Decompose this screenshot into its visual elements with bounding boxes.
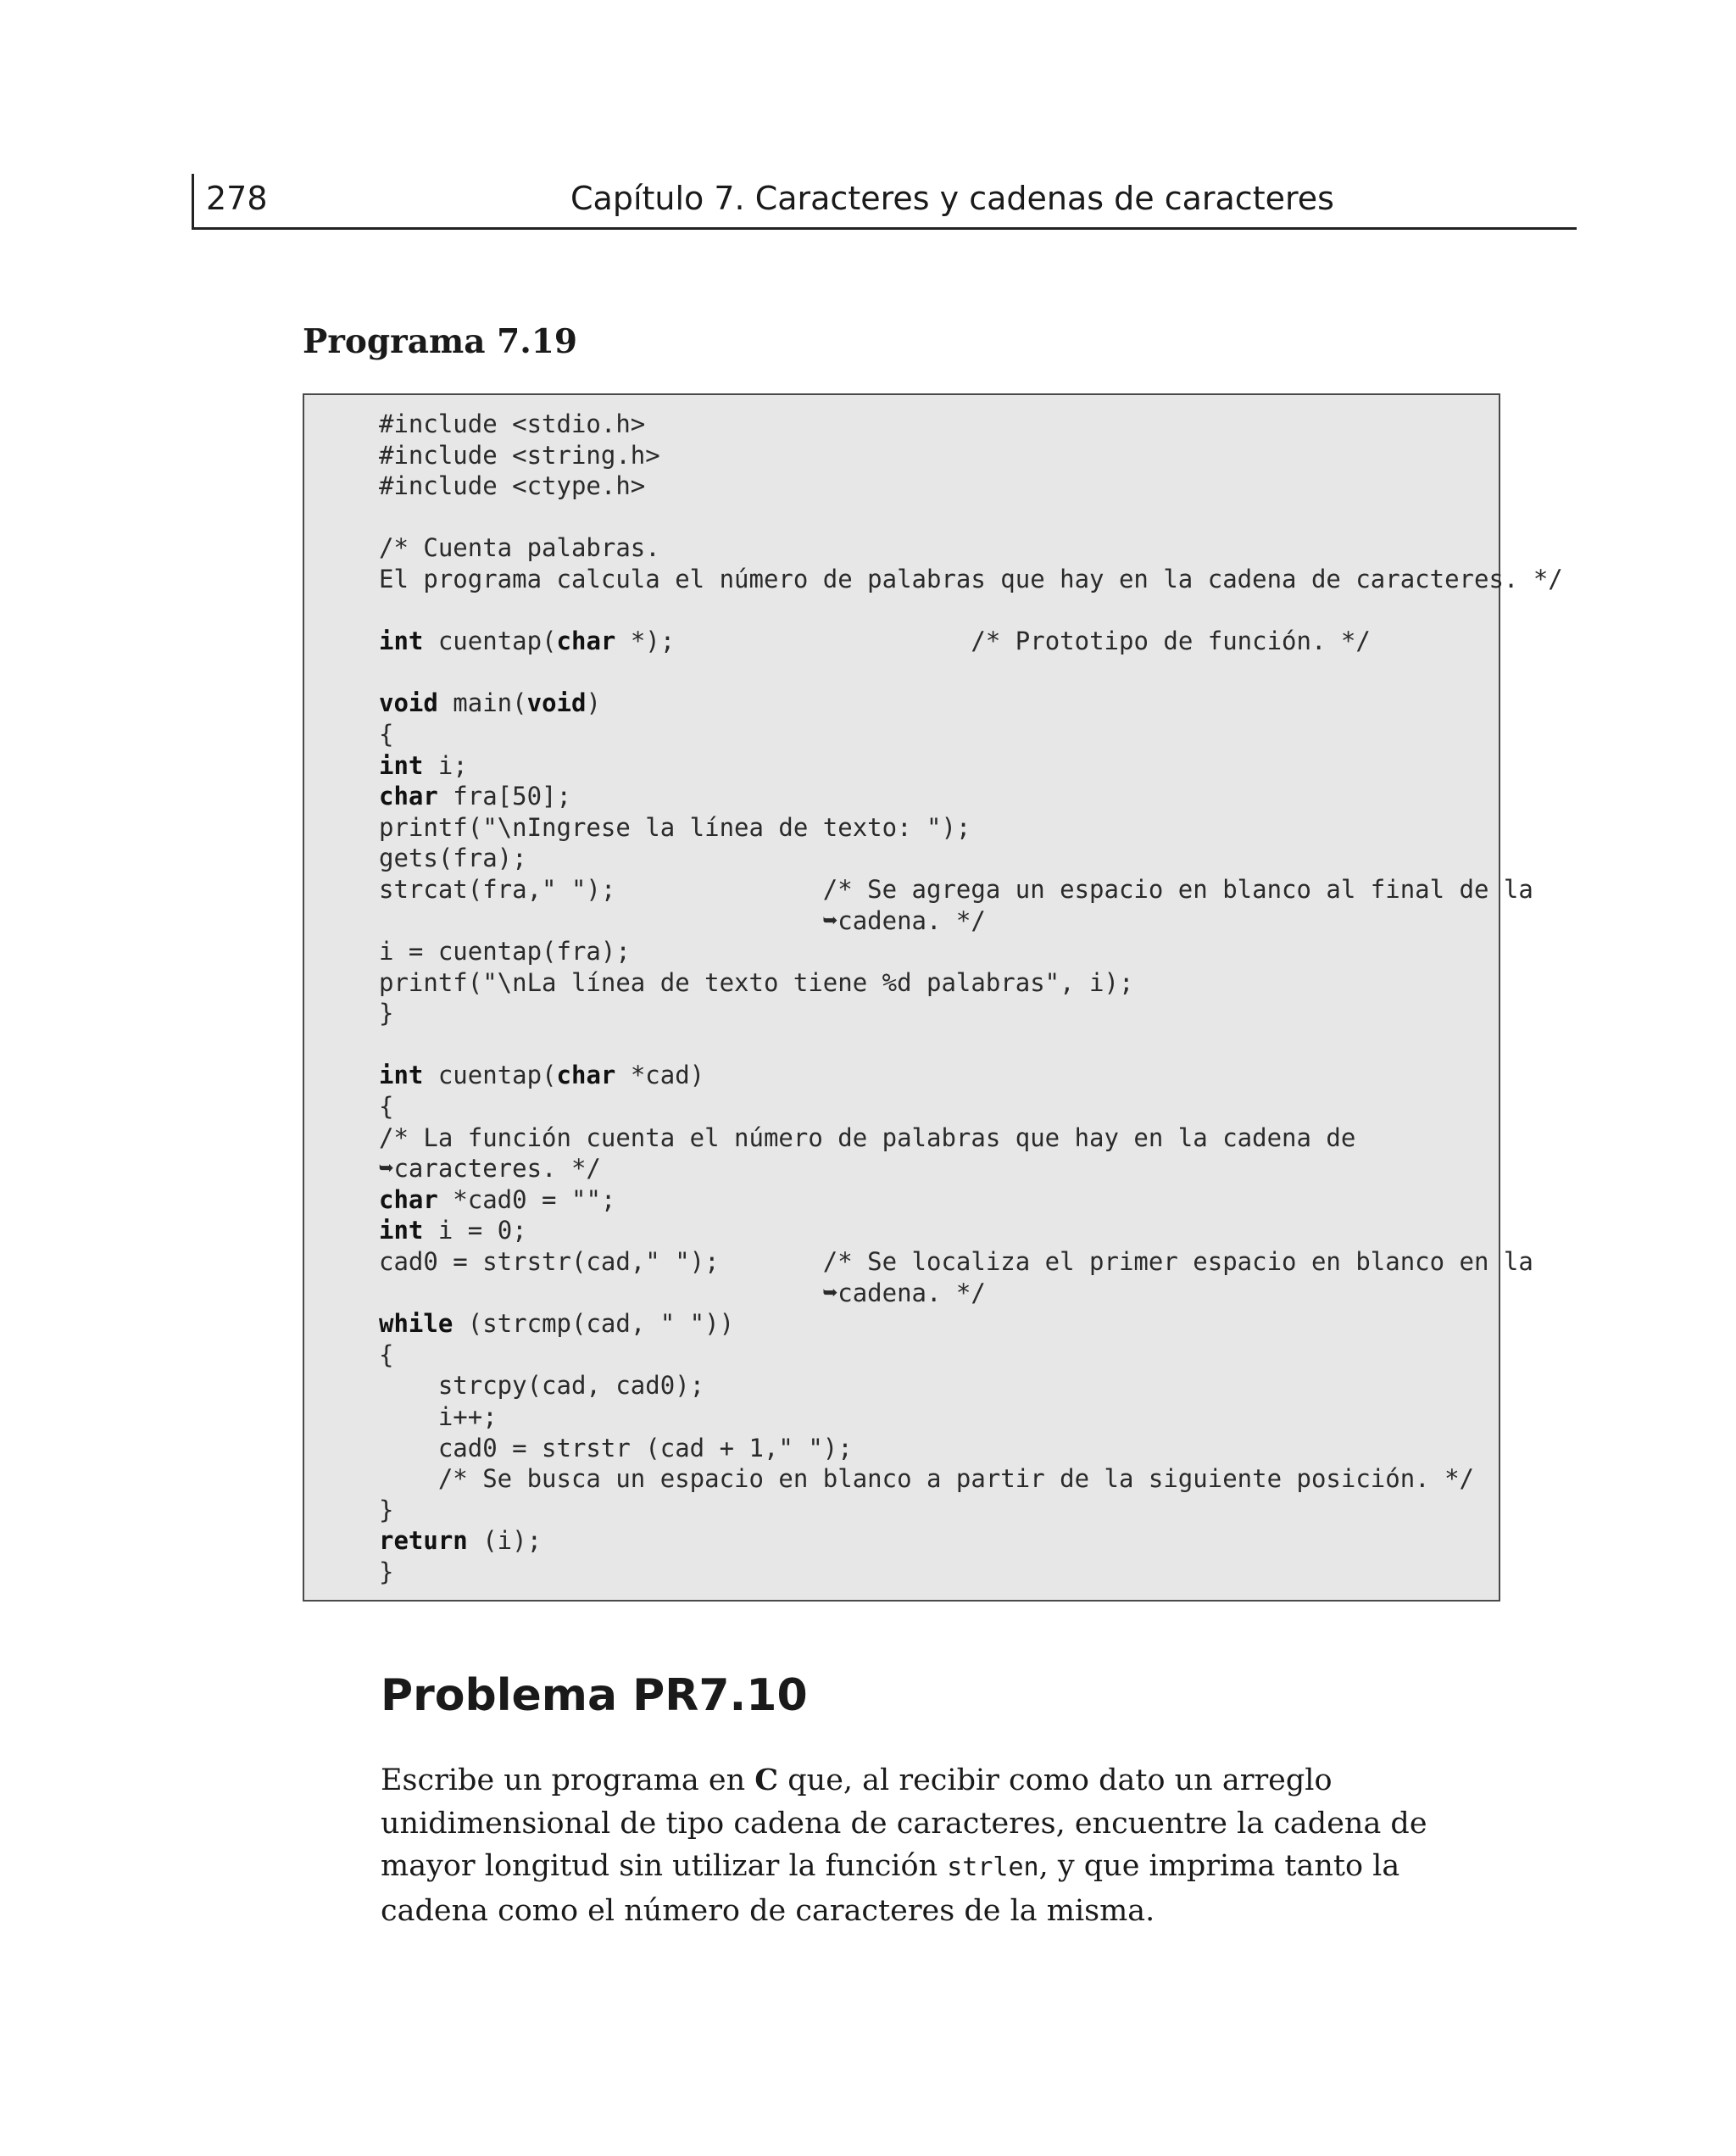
code-line <box>379 1060 1563 1091</box>
inline-code-strlen: strlen <box>947 1852 1039 1882</box>
code-line <box>379 750 1563 782</box>
code-text: printf("\nIngrese la línea de texto: "); <box>379 812 971 842</box>
code-line <box>379 843 1563 874</box>
code-line <box>379 967 1563 999</box>
code-text: #include <string.h> <box>379 440 660 470</box>
code-line <box>379 874 1563 905</box>
code-text: *); /* Prototipo de función. */ <box>615 627 1371 656</box>
code-line <box>379 1525 1563 1557</box>
code-keyword: int <box>379 1216 424 1245</box>
code-text: { <box>379 719 394 749</box>
code-text: } <box>379 999 394 1028</box>
code-text: main( <box>437 688 527 718</box>
code-keyword: char <box>379 782 438 811</box>
code-text: El programa calcula el número de palabras que hay en la cadena de caracteres. */ <box>379 564 1563 593</box>
code-text: { <box>379 1092 394 1122</box>
code-line <box>379 595 1563 627</box>
code-line <box>379 626 1563 657</box>
code-line <box>379 1029 1563 1061</box>
problem-text-2: que, al recibir como dato un arreglo unidimensional de tipo cadena de caracteres, encuentre la cadena de mayor longitud sin utilizar la función <box>381 1763 1427 1883</box>
code-text: i = cuentap(fra); <box>379 937 631 967</box>
code-text: printf("\nLa línea de texto tiene %d palabras", i); <box>379 967 1134 997</box>
code-text: strcpy(cad, cad0); <box>379 1371 705 1401</box>
language-name: C <box>754 1763 779 1797</box>
code-line <box>379 1340 1563 1371</box>
code-text: ➥cadena. */ <box>379 905 986 935</box>
code-line <box>379 564 1563 595</box>
code-line <box>379 1184 1563 1216</box>
code-line <box>379 719 1563 750</box>
code-line <box>379 688 1563 719</box>
code-keyword: void <box>379 688 438 718</box>
code-line <box>379 1495 1563 1526</box>
code-text: cad0 = strstr(cad," "); /* Se localiza el primer espacio en blanco en la <box>379 1247 1533 1277</box>
problem-statement <box>381 1759 1474 1932</box>
code-line <box>379 936 1563 967</box>
code-keyword: int <box>379 750 424 780</box>
code-line <box>379 1401 1563 1433</box>
code-text: i; <box>423 750 468 780</box>
code-keyword: char <box>379 1184 438 1214</box>
page-header <box>192 174 1577 230</box>
code-line <box>379 1246 1563 1278</box>
code-line <box>379 532 1563 564</box>
code-listing <box>303 393 1563 1602</box>
code-line <box>379 1215 1563 1246</box>
problem-text-3: , y que imprima tanto la cadena como el número de caracteres de la misma. <box>381 1849 1400 1928</box>
problem-title: Problema PR7.10 <box>381 1670 808 1721</box>
chapter-title: Capítulo 7. Caracteres y cadenas de caracteres <box>570 180 1334 217</box>
code-text: fra[50]; <box>437 782 571 811</box>
code-keyword: return <box>379 1526 468 1556</box>
code-text: ) <box>586 688 601 718</box>
code-line <box>379 1308 1563 1340</box>
code-text: #include <stdio.h> <box>379 409 646 438</box>
code-block <box>379 409 1563 1588</box>
code-keyword: void <box>526 688 587 718</box>
code-line <box>379 812 1563 844</box>
code-line <box>379 1557 1563 1588</box>
code-text: } <box>379 1495 394 1524</box>
problem-text-1: Escribe un programa en <box>381 1763 755 1797</box>
code-text: cuentap( <box>423 1061 557 1090</box>
code-text: { <box>379 1340 394 1369</box>
program-title: Programa 7.19 <box>303 322 578 361</box>
code-keyword: char <box>556 1061 616 1090</box>
code-text: /* Se busca un espacio en blanco a partir de la siguiente posición. */ <box>379 1464 1475 1494</box>
code-line <box>379 1123 1563 1154</box>
code-line <box>379 1153 1563 1184</box>
code-keyword: while <box>379 1309 453 1339</box>
code-text: strcat(fra," "); /* Se agrega un espacio en blanco al final de la <box>379 874 1533 904</box>
code-keyword: int <box>379 1061 424 1090</box>
code-line <box>379 409 1563 440</box>
code-line <box>379 1463 1563 1495</box>
code-line <box>379 1370 1563 1401</box>
code-line <box>379 471 1563 502</box>
code-keyword: int <box>379 627 424 656</box>
code-text: #include <ctype.h> <box>379 471 646 501</box>
code-text: gets(fra); <box>379 844 527 873</box>
page-number: 278 <box>206 180 268 217</box>
code-line <box>379 440 1563 471</box>
code-text: (strcmp(cad, " ")) <box>453 1309 735 1339</box>
code-line <box>379 1091 1563 1123</box>
code-line <box>379 502 1563 533</box>
code-text: cad0 = strstr (cad + 1," "); <box>379 1433 853 1462</box>
code-keyword: char <box>556 627 616 656</box>
code-line <box>379 998 1563 1029</box>
code-text: ➥cadena. */ <box>379 1278 986 1307</box>
code-text: i++; <box>379 1402 498 1431</box>
code-text: i = 0; <box>423 1216 527 1245</box>
code-text: cuentap( <box>423 627 557 656</box>
code-line <box>379 905 1563 937</box>
code-text: (i); <box>467 1526 542 1556</box>
code-line <box>379 1433 1563 1464</box>
code-text: /* Cuenta palabras. <box>379 533 660 563</box>
code-text: *cad) <box>615 1061 705 1090</box>
code-line <box>379 1278 1563 1309</box>
code-text: ➥caracteres. */ <box>379 1154 601 1184</box>
code-text: /* La función cuenta el número de palabras que hay en la cadena de <box>379 1123 1356 1152</box>
code-line <box>379 781 1563 812</box>
code-line <box>379 657 1563 688</box>
code-text: *cad0 = ""; <box>437 1184 616 1214</box>
code-text: } <box>379 1557 394 1586</box>
